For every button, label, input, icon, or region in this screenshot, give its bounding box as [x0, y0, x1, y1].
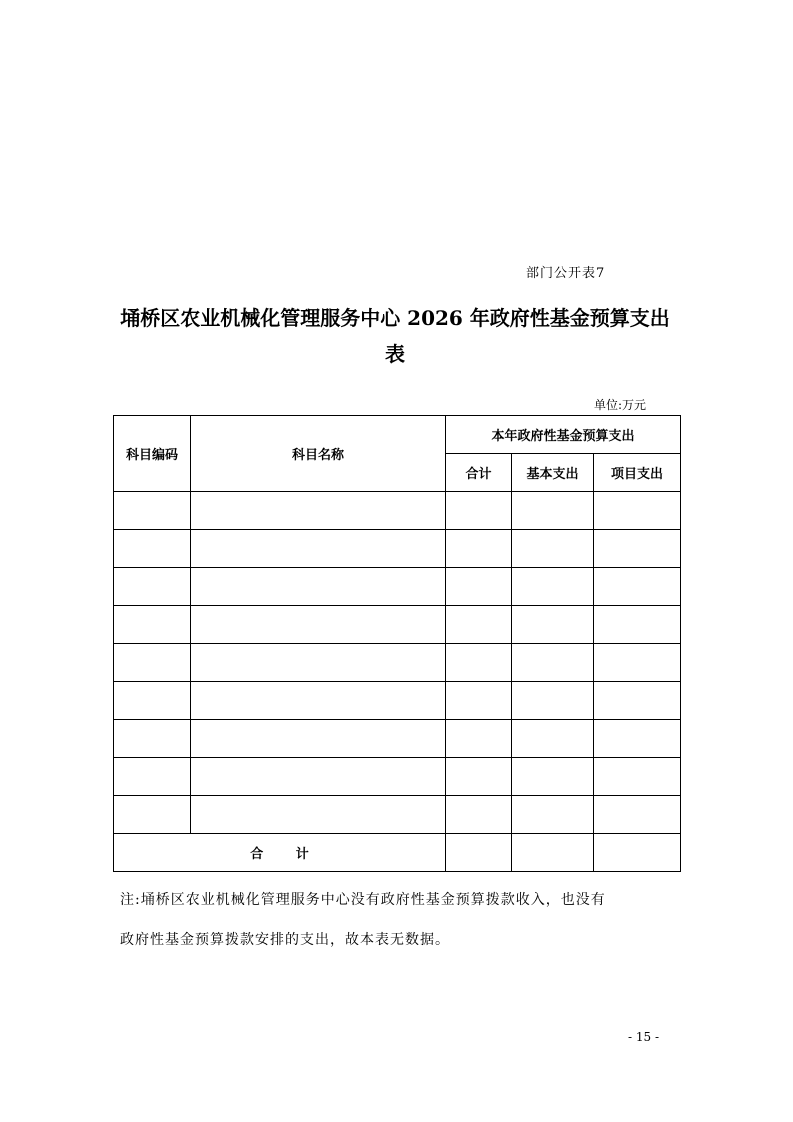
cell-subject-code	[114, 644, 191, 682]
table-row	[114, 758, 681, 796]
cell-basic	[512, 530, 594, 568]
cell-subject-code	[114, 492, 191, 530]
table-body	[114, 492, 681, 834]
cell-project	[594, 606, 681, 644]
note	[120, 880, 680, 960]
cell-subject-name	[191, 758, 446, 796]
cell-subject-name	[191, 720, 446, 758]
document-title	[100, 300, 690, 372]
cell-project	[594, 644, 681, 682]
cell-project	[594, 492, 681, 530]
header-row-1	[114, 416, 681, 454]
cell-project	[594, 530, 681, 568]
total-row-basic	[512, 834, 594, 872]
cell-basic	[512, 720, 594, 758]
note-line-1: 注:埇桥区农业机械化管理服务中心没有政府性基金预算拨款收入，也没有	[120, 892, 606, 908]
cell-subject-code	[114, 758, 191, 796]
cell-total	[446, 606, 512, 644]
cell-subject-code	[114, 682, 191, 720]
table-row	[114, 720, 681, 758]
cell-subject-code	[114, 720, 191, 758]
cell-total	[446, 796, 512, 834]
header-expenditure-group: 本年政府性基金预算支出	[446, 416, 681, 454]
cell-project	[594, 720, 681, 758]
cell-basic	[512, 796, 594, 834]
cell-subject-code	[114, 796, 191, 834]
total-row-total	[446, 834, 512, 872]
header-project-expenditure: 项目支出	[594, 454, 681, 492]
title-line-1: 埇桥区农业机械化管理服务中心 2026 年政府性基金预算支出	[120, 306, 670, 330]
cell-subject-name	[191, 796, 446, 834]
cell-subject-code	[114, 530, 191, 568]
cell-subject-code	[114, 568, 191, 606]
page-number: - 15 -	[628, 1030, 660, 1044]
total-row-project	[594, 834, 681, 872]
header-subject-name: 科目名称	[191, 416, 446, 492]
cell-total	[446, 720, 512, 758]
cell-subject-name	[191, 568, 446, 606]
table-row	[114, 682, 681, 720]
cell-subject-code	[114, 606, 191, 644]
cell-basic	[512, 682, 594, 720]
cell-total	[446, 568, 512, 606]
table-row	[114, 606, 681, 644]
cell-basic	[512, 568, 594, 606]
cell-subject-name	[191, 492, 446, 530]
cell-project	[594, 568, 681, 606]
cell-basic	[512, 606, 594, 644]
table-row	[114, 492, 681, 530]
cell-subject-name	[191, 530, 446, 568]
cell-total	[446, 758, 512, 796]
cell-project	[594, 682, 681, 720]
cell-subject-name	[191, 682, 446, 720]
cell-project	[594, 796, 681, 834]
note-line-2: 政府性基金预算拨款安排的支出，故本表无数据。	[120, 932, 450, 948]
total-row	[114, 834, 681, 872]
cell-project	[594, 758, 681, 796]
cell-basic	[512, 758, 594, 796]
unit-label: 单位:万元	[594, 398, 647, 412]
header-subject-code: 科目编码	[114, 416, 191, 492]
cell-total	[446, 530, 512, 568]
header-total: 合计	[446, 454, 512, 492]
table-row	[114, 644, 681, 682]
header-basic-expenditure: 基本支出	[512, 454, 594, 492]
table-row	[114, 568, 681, 606]
cell-subject-name	[191, 644, 446, 682]
cell-total	[446, 644, 512, 682]
cell-total	[446, 682, 512, 720]
cell-basic	[512, 644, 594, 682]
cell-subject-name	[191, 606, 446, 644]
cell-total	[446, 492, 512, 530]
cell-basic	[512, 492, 594, 530]
title-line-2: 表	[385, 342, 405, 366]
total-row-label: 合 计	[114, 834, 446, 872]
table-row	[114, 530, 681, 568]
form-code: 部门公开表7	[526, 266, 606, 281]
table-row	[114, 796, 681, 834]
budget-table	[113, 415, 681, 872]
